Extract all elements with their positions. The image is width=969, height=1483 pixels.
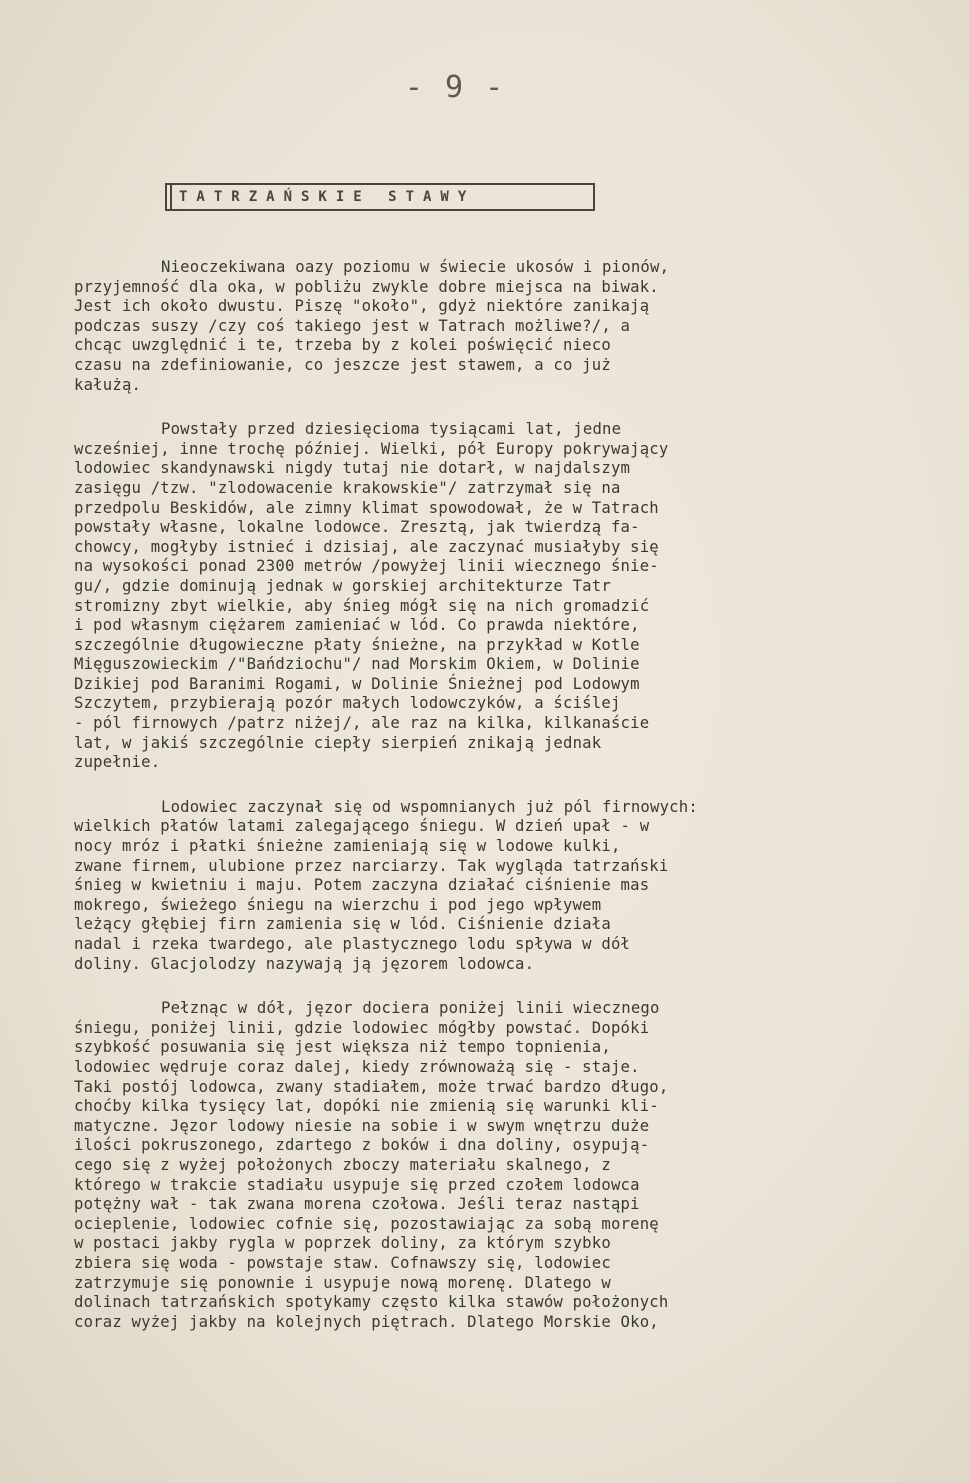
text-line: szczególnie długowieczne płaty śnieżne, na przykład w Kotle bbox=[74, 635, 640, 654]
text-line: coraz wyżej jakby na kolejnych piętrach. Dlatego Morskie Oko, bbox=[74, 1312, 659, 1331]
text-line: mokrego, świeżego śniegu na wierzchu i pod jego wpływem bbox=[74, 895, 602, 914]
text-line: doliny. Glacjolodzy nazywają ją jęzorem lodowca. bbox=[74, 954, 535, 973]
text-line: śnieg w kwietniu i maju. Potem zaczyna działać ciśnienie mas bbox=[74, 876, 650, 895]
text-line: zbiera się woda - powstaje staw. Cofnawszy się, lodowiec bbox=[74, 1253, 611, 1272]
text-line: Nieoczekiwana oazy poziomu w świecie ukosów i pionów, bbox=[161, 258, 670, 276]
article-body bbox=[74, 258, 844, 1357]
text-line: i pod własnym ciężarem zamieniać w lód. Co prawda niektóre, bbox=[74, 616, 640, 635]
text-line: lodowiec skandynawski nigdy tutaj nie dotarł, w najdalszym bbox=[74, 459, 631, 478]
text-line: ilości pokruszonego, zdartego z boków i dna doliny, osypują- bbox=[74, 1136, 650, 1155]
text-line: leżący głębiej firn zamienia się w lód. Ciśnienie działa bbox=[74, 915, 611, 934]
text-line: nocy mróz i płatki śnieżne zamieniają się w lodowe kulki, bbox=[74, 837, 621, 856]
text-line: Jest ich około dwustu. Piszę "około", gdyż niektóre zanikają bbox=[74, 297, 650, 316]
text-line: przedpolu Beskidów, ale zimny klimat spowodował, że w Tatrach bbox=[74, 498, 659, 517]
text-line: choćby kilka tysięcy lat, dopóki nie zmienią się warunki kli- bbox=[74, 1097, 659, 1116]
text-line: matyczne. Jęzor lodowy niesie na sobie i w swym wnętrzu duże bbox=[74, 1116, 650, 1135]
text-line: lat, w jakiś szczególnie ciepły sierpień znikają jednak bbox=[74, 733, 602, 752]
text-line: szybkość posuwania się jest większa niż tempo topnienia, bbox=[74, 1038, 611, 1057]
text-line: wcześniej, inne trochę później. Wielki, pół Europy pokrywający bbox=[74, 439, 669, 458]
text-line: gu/, gdzie dominują jednak w gorskiej architekturze Tatr bbox=[74, 576, 611, 595]
paragraph bbox=[74, 258, 844, 395]
text-line: cego się z wyżej położonych zboczy materiału skalnego, z bbox=[74, 1155, 611, 1174]
text-line: lodowiec wędruje coraz dalej, kiedy zrównoważą się - staje. bbox=[74, 1057, 640, 1076]
text-line: powstały własne, lokalne lodowce. Zresztą, jak twierdzą fa- bbox=[74, 518, 640, 537]
title-box bbox=[165, 183, 595, 211]
text-line: ocieplenie, lodowiec cofnie się, pozostawiając za sobą morenę bbox=[74, 1214, 659, 1233]
text-line: Powstały przed dziesięcioma tysiącami lat, jedne bbox=[161, 420, 622, 439]
text-line: zatrzymuje się ponownie i usypuje nową morenę. Dlatego w bbox=[74, 1273, 611, 1292]
text-line: zwane firnem, ulubione przez narciarzy. Tak wygląda tatrzański bbox=[74, 856, 669, 875]
text-line: potężny wał - tak zwana morena czołowa. Jeśli teraz nastąpi bbox=[74, 1195, 640, 1214]
text-line: na wysokości ponad 2300 metrów /powyżej linii wiecznego śnie- bbox=[74, 557, 659, 576]
text-line: przyjemność dla oka, w pobliżu zwykle dobre miejsca na biwak. bbox=[74, 277, 659, 296]
paragraph bbox=[74, 999, 844, 1332]
section-title: TATRZAŃSKIE STAWY bbox=[179, 189, 476, 205]
text-line: zasięgu /tzw. "zlodowacenie krakowskie"/ zatrzymał się na bbox=[74, 478, 621, 497]
text-line: Dzikiej pod Baranimi Rogami, w Dolinie Śnieżnej pod Lodowym bbox=[74, 674, 640, 693]
paragraph bbox=[74, 420, 844, 773]
text-line: podczas suszy /czy coś takiego jest w Tatrach możliwe?/, a bbox=[74, 316, 631, 335]
text-line: Lodowiec zaczynał się od wspomnianych już pól firnowych: bbox=[161, 797, 698, 816]
page-number: - 9 - bbox=[404, 70, 506, 105]
text-line: kałużą. bbox=[74, 375, 142, 394]
text-line: chowcy, mogłyby istnieć i dzisiaj, ale zaczynać musiałyby się bbox=[74, 537, 659, 556]
text-line: Szczytem, przybierają pozór małych lodowczyków, a ściślej bbox=[74, 694, 621, 713]
text-line: dolinach tatrzańskich spotykamy często kilka stawów położonych bbox=[74, 1293, 669, 1312]
text-line: wielkich płatów latami zalegającego śniegu. W dzień upał - w bbox=[74, 817, 650, 836]
text-line: którego w trakcie stadiału usypuje się przed czołem lodowca bbox=[74, 1175, 640, 1194]
text-line: nadal i rzeka twardego, ale plastycznego lodu spływa w dół bbox=[74, 935, 631, 953]
text-line: zupełnie. bbox=[74, 753, 161, 772]
text-line: śniegu, poniżej linii, gdzie lodowiec mógłby powstać. Dopóki bbox=[74, 1018, 650, 1037]
text-line: Mięguszowieckim /"Bańdziochu"/ nad Morskim Okiem, w Dolinie bbox=[74, 655, 640, 674]
text-line: stromizny zbyt wielkie, aby śnieg mógł się na nich gromadzić bbox=[74, 596, 650, 615]
paragraph bbox=[74, 798, 844, 974]
text-line: Pełznąc w dół, jęzor dociera poniżej linii wiecznego bbox=[161, 999, 660, 1018]
text-line: - pól firnowych /patrz niżej/, ale raz na kilka, kilkanaście bbox=[74, 714, 650, 733]
text-line: w postaci jakby rygla w poprzek doliny, za którym szybko bbox=[74, 1234, 611, 1253]
text-line: chcąc uwzględnić i te, trzeba by z kolei poświęcić nieco bbox=[74, 336, 611, 355]
text-line: czasu na zdefiniowanie, co jeszcze jest stawem, a co już bbox=[74, 355, 611, 374]
text-line: Taki postój lodowca, zwany stadiałem, może trwać bardzo długo, bbox=[74, 1077, 669, 1096]
